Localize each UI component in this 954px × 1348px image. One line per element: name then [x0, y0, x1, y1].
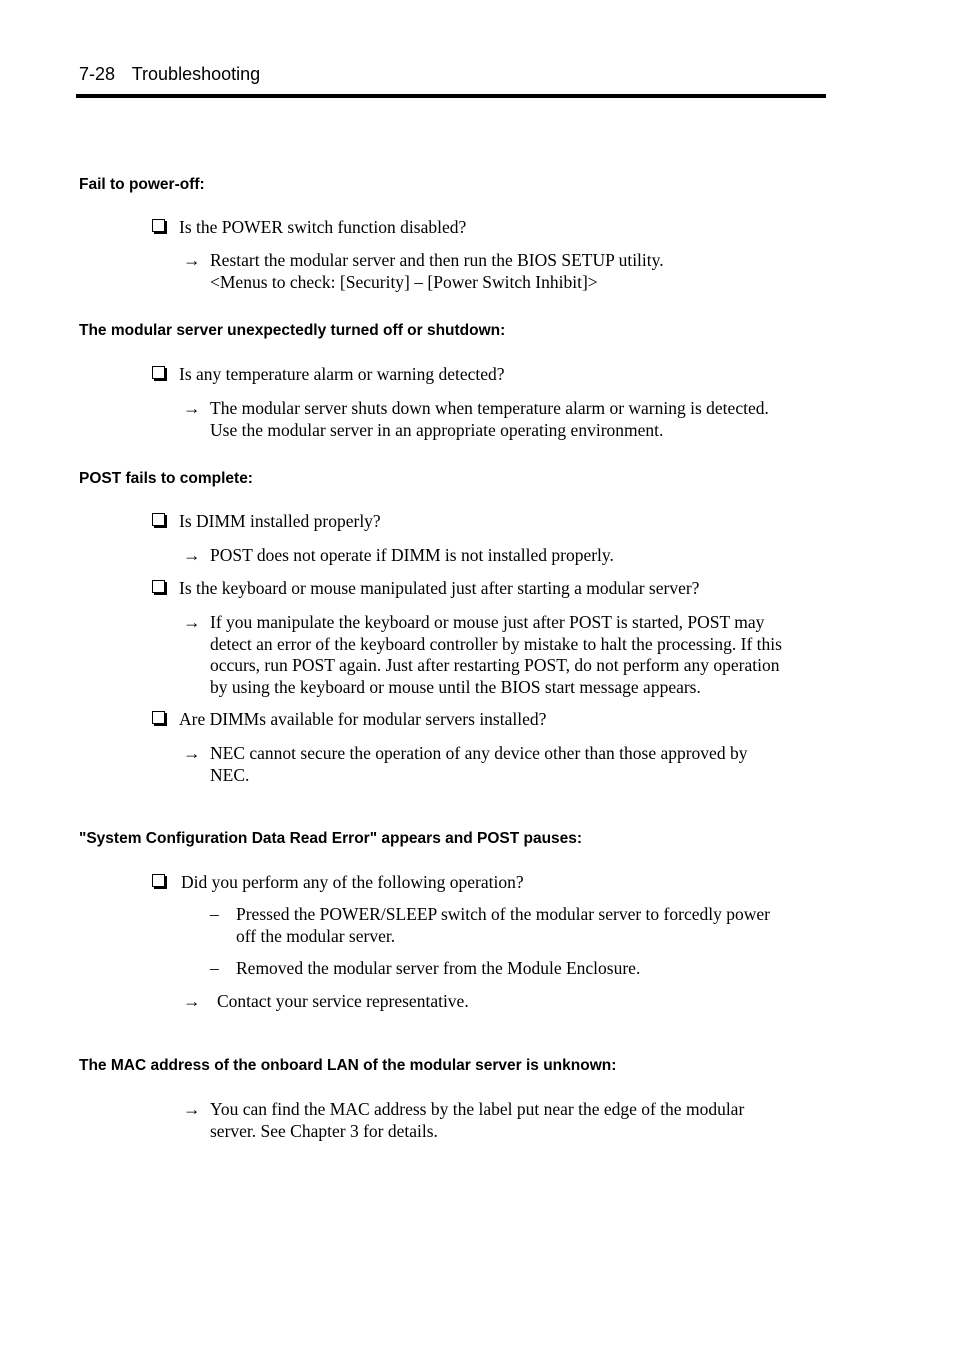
arrow-icon: →: [183, 545, 201, 565]
arrow-icon: →: [183, 743, 201, 763]
answer-text: You can find the MAC address by the label put near the edge of the modular server. See Chapter 3 for details.: [210, 1099, 745, 1141]
sub-point: [210, 958, 810, 980]
section-title-fail-power-off: Fail to power-off:: [79, 176, 205, 193]
answer-block: [183, 545, 823, 567]
checklist-question: Did you perform any of the following operation?: [152, 872, 524, 893]
sub-point-text: Pressed the POWER/SLEEP switch of the modular server to forcedly power off the modular server.: [236, 904, 770, 946]
chapter-title: Troubleshooting: [131, 64, 261, 84]
dash-marker: –: [210, 958, 219, 978]
checkbox-icon: [152, 711, 165, 724]
answer-block: [183, 250, 823, 293]
checklist-question: Is the keyboard or mouse manipulated just after starting a modular server?: [152, 578, 699, 599]
arrow-icon: →: [183, 991, 201, 1011]
sub-point: [210, 904, 810, 947]
checklist-question: Is any temperature alarm or warning detected?: [152, 364, 505, 385]
answer-block: [183, 1099, 823, 1142]
checklist-question: Is DIMM installed properly?: [152, 511, 381, 532]
checkbox-icon: [152, 513, 165, 526]
answer-text: POST does not operate if DIMM is not installed properly.: [210, 545, 614, 565]
arrow-icon: →: [183, 1099, 201, 1119]
arrow-icon: →: [183, 250, 201, 270]
dash-marker: –: [210, 904, 219, 924]
checkbox-icon: [152, 580, 165, 593]
page-number: 7-28: [79, 64, 116, 84]
answer-text: Restart the modular server and then run the BIOS SETUP utility. <Menus to check: [Security] – [Power Switch Inhibit]>: [210, 250, 664, 292]
section-title-mac-address: The MAC address of the onboard LAN of the modular server is unknown:: [79, 1057, 617, 1074]
checkbox-icon: [152, 219, 165, 232]
checkbox-icon: [152, 366, 165, 379]
answer-text: Contact your service representative.: [217, 991, 469, 1011]
checkbox-icon: [152, 874, 165, 887]
sub-point-text: Removed the modular server from the Module Enclosure.: [236, 958, 641, 978]
arrow-icon: →: [183, 612, 201, 632]
section-title-config-read-error: "System Configuration Data Read Error" appears and POST pauses:: [79, 830, 583, 847]
header-rule: [76, 94, 826, 98]
arrow-icon: →: [183, 398, 201, 418]
answer-block: [183, 612, 823, 698]
checklist-question: Are DIMMs available for modular servers installed?: [152, 709, 546, 730]
answer-block: [183, 743, 823, 786]
section-title-post-fails: POST fails to complete:: [79, 470, 253, 487]
answer-text: NEC cannot secure the operation of any device other than those approved by NEC.: [210, 743, 748, 785]
answer-text: If you manipulate the keyboard or mouse just after POST is started, POST may detect an error of the keyboard controller by mistake to halt the processing. If this occurs, run POST again. Just after restarting POST, do not perform any operation by using the keyboard or mouse until the BIOS start message appears.: [210, 612, 782, 697]
answer-text: The modular server shuts down when temperature alarm or warning is detected. Use the modular server in an appropriate operating environment.: [210, 398, 769, 440]
answer-block: [183, 991, 823, 1013]
checklist-question: Is the POWER switch function disabled?: [152, 217, 466, 238]
answer-block: [183, 398, 823, 441]
section-title-unexpected-shutdown: The modular server unexpectedly turned off or shutdown:: [79, 322, 506, 339]
page-header: [79, 64, 260, 85]
